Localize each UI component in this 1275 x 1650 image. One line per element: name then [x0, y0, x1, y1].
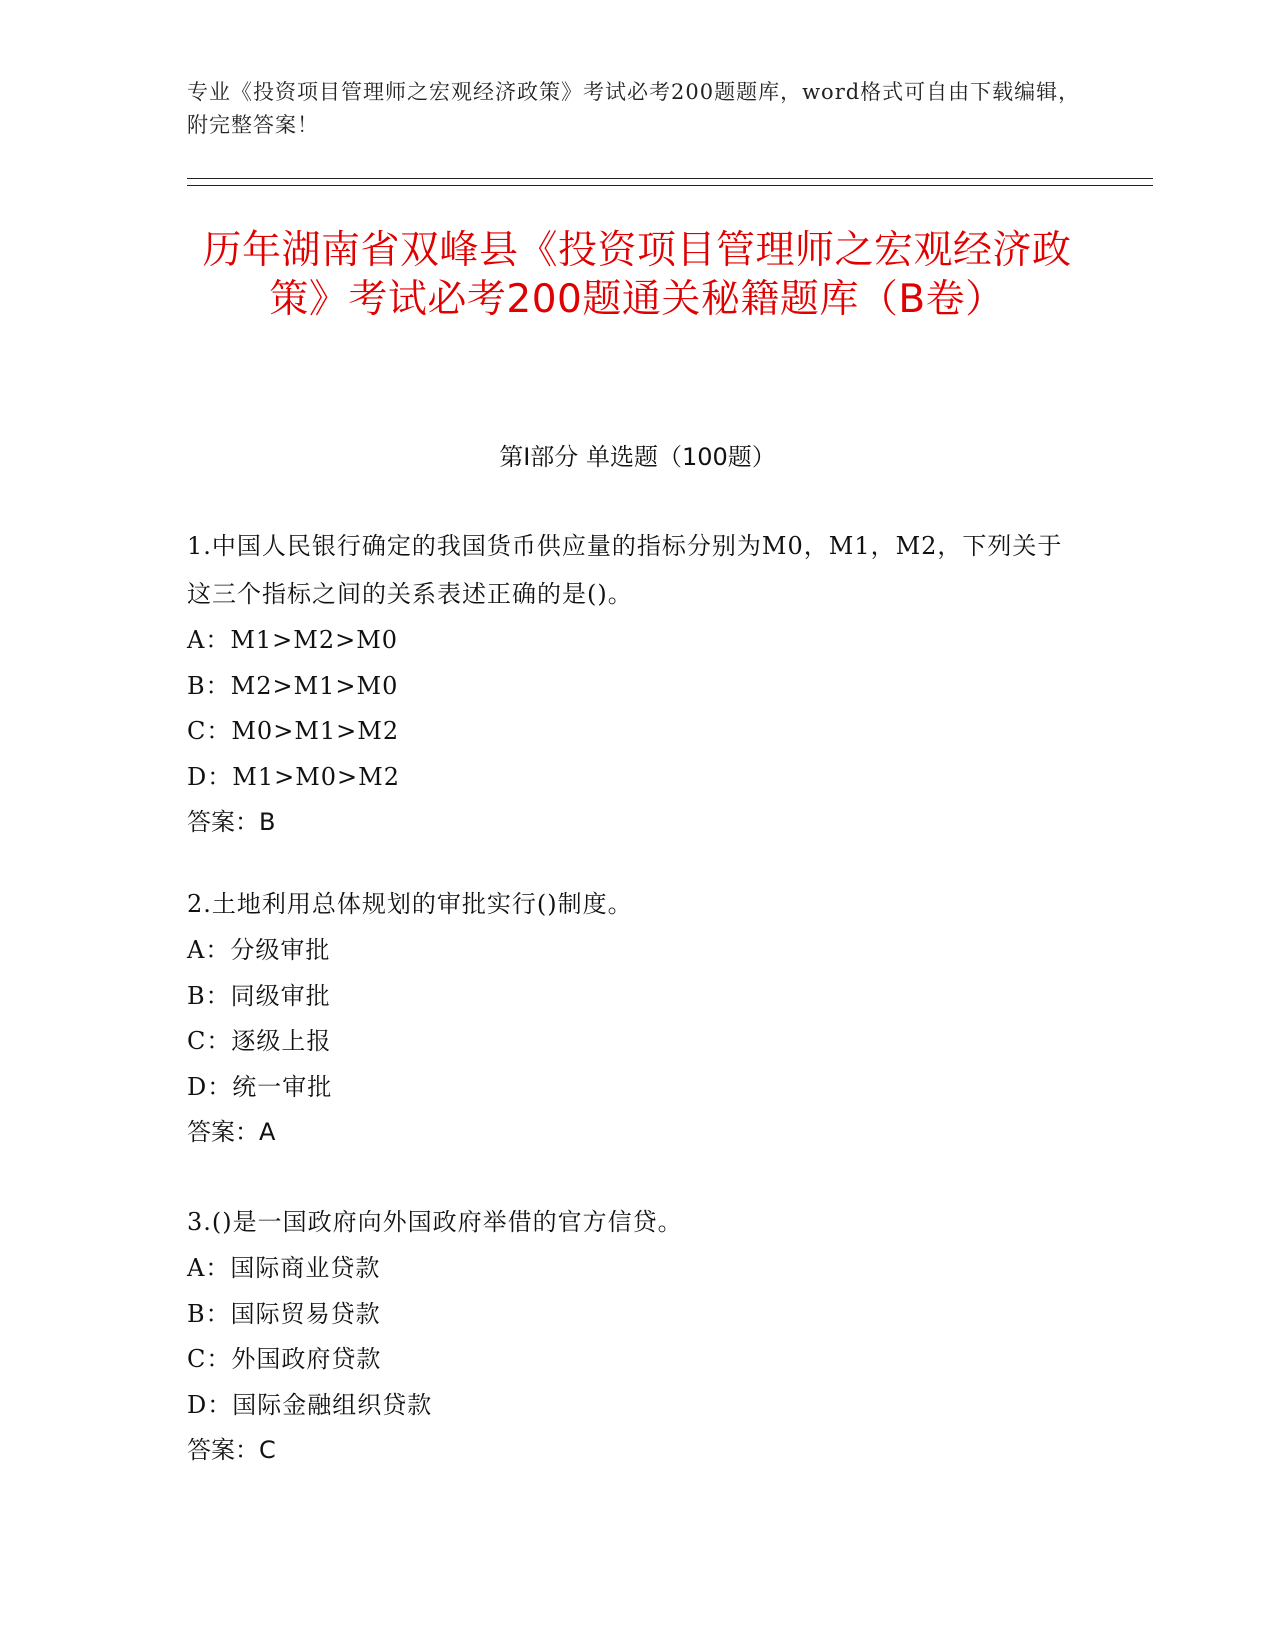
- option-a: A：分级审批: [187, 936, 331, 964]
- question-stem: 1.中国人民银行确定的我国货币供应量的指标分别为M0，M1，M2，下列关于这三个指标之间的关系表述正确的是()。: [187, 532, 1063, 608]
- question-1: [187, 522, 1087, 846]
- option-a: A：国际商业贷款: [187, 1254, 381, 1282]
- answer: 答案：A: [187, 1118, 276, 1146]
- header-note: 专业《投资项目管理师之宏观经济政策》考试必考200题题库，word格式可自由下载编辑，附完整答案！: [187, 80, 1081, 137]
- answer: 答案：B: [187, 808, 276, 836]
- option-d: D：统一审批: [187, 1072, 333, 1101]
- question-stem: 2.土地利用总体规划的审批实行()制度。: [187, 890, 633, 918]
- question-2: [187, 880, 1087, 1156]
- header-divider-bottom: [187, 185, 1153, 186]
- option-c: C：逐级上报: [187, 1027, 332, 1055]
- question-3: [187, 1198, 1087, 1474]
- option-c: C：M0>M1>M2: [187, 717, 400, 745]
- option-b: B：M2>M1>M0: [187, 671, 399, 700]
- question-stem: 3.()是一国政府向外国政府举借的官方信贷。: [187, 1208, 683, 1236]
- option-b: B：同级审批: [187, 981, 331, 1010]
- document-title: 历年湖南省双峰县《投资项目管理师之宏观经济政策》考试必考200题通关秘籍题库（B卷）: [202, 228, 1072, 322]
- option-a: A：M1>M2>M0: [187, 626, 399, 654]
- option-d: D：M1>M0>M2: [187, 762, 400, 791]
- section-title: 第Ⅰ部分 单选题（100题）: [499, 443, 776, 471]
- option-d: D：国际金融组织贷款: [187, 1390, 433, 1419]
- option-c: C：外国政府贷款: [187, 1345, 382, 1373]
- option-b: B：国际贸易贷款: [187, 1299, 381, 1328]
- answer: 答案：C: [187, 1436, 276, 1464]
- header-divider-top: [187, 178, 1153, 179]
